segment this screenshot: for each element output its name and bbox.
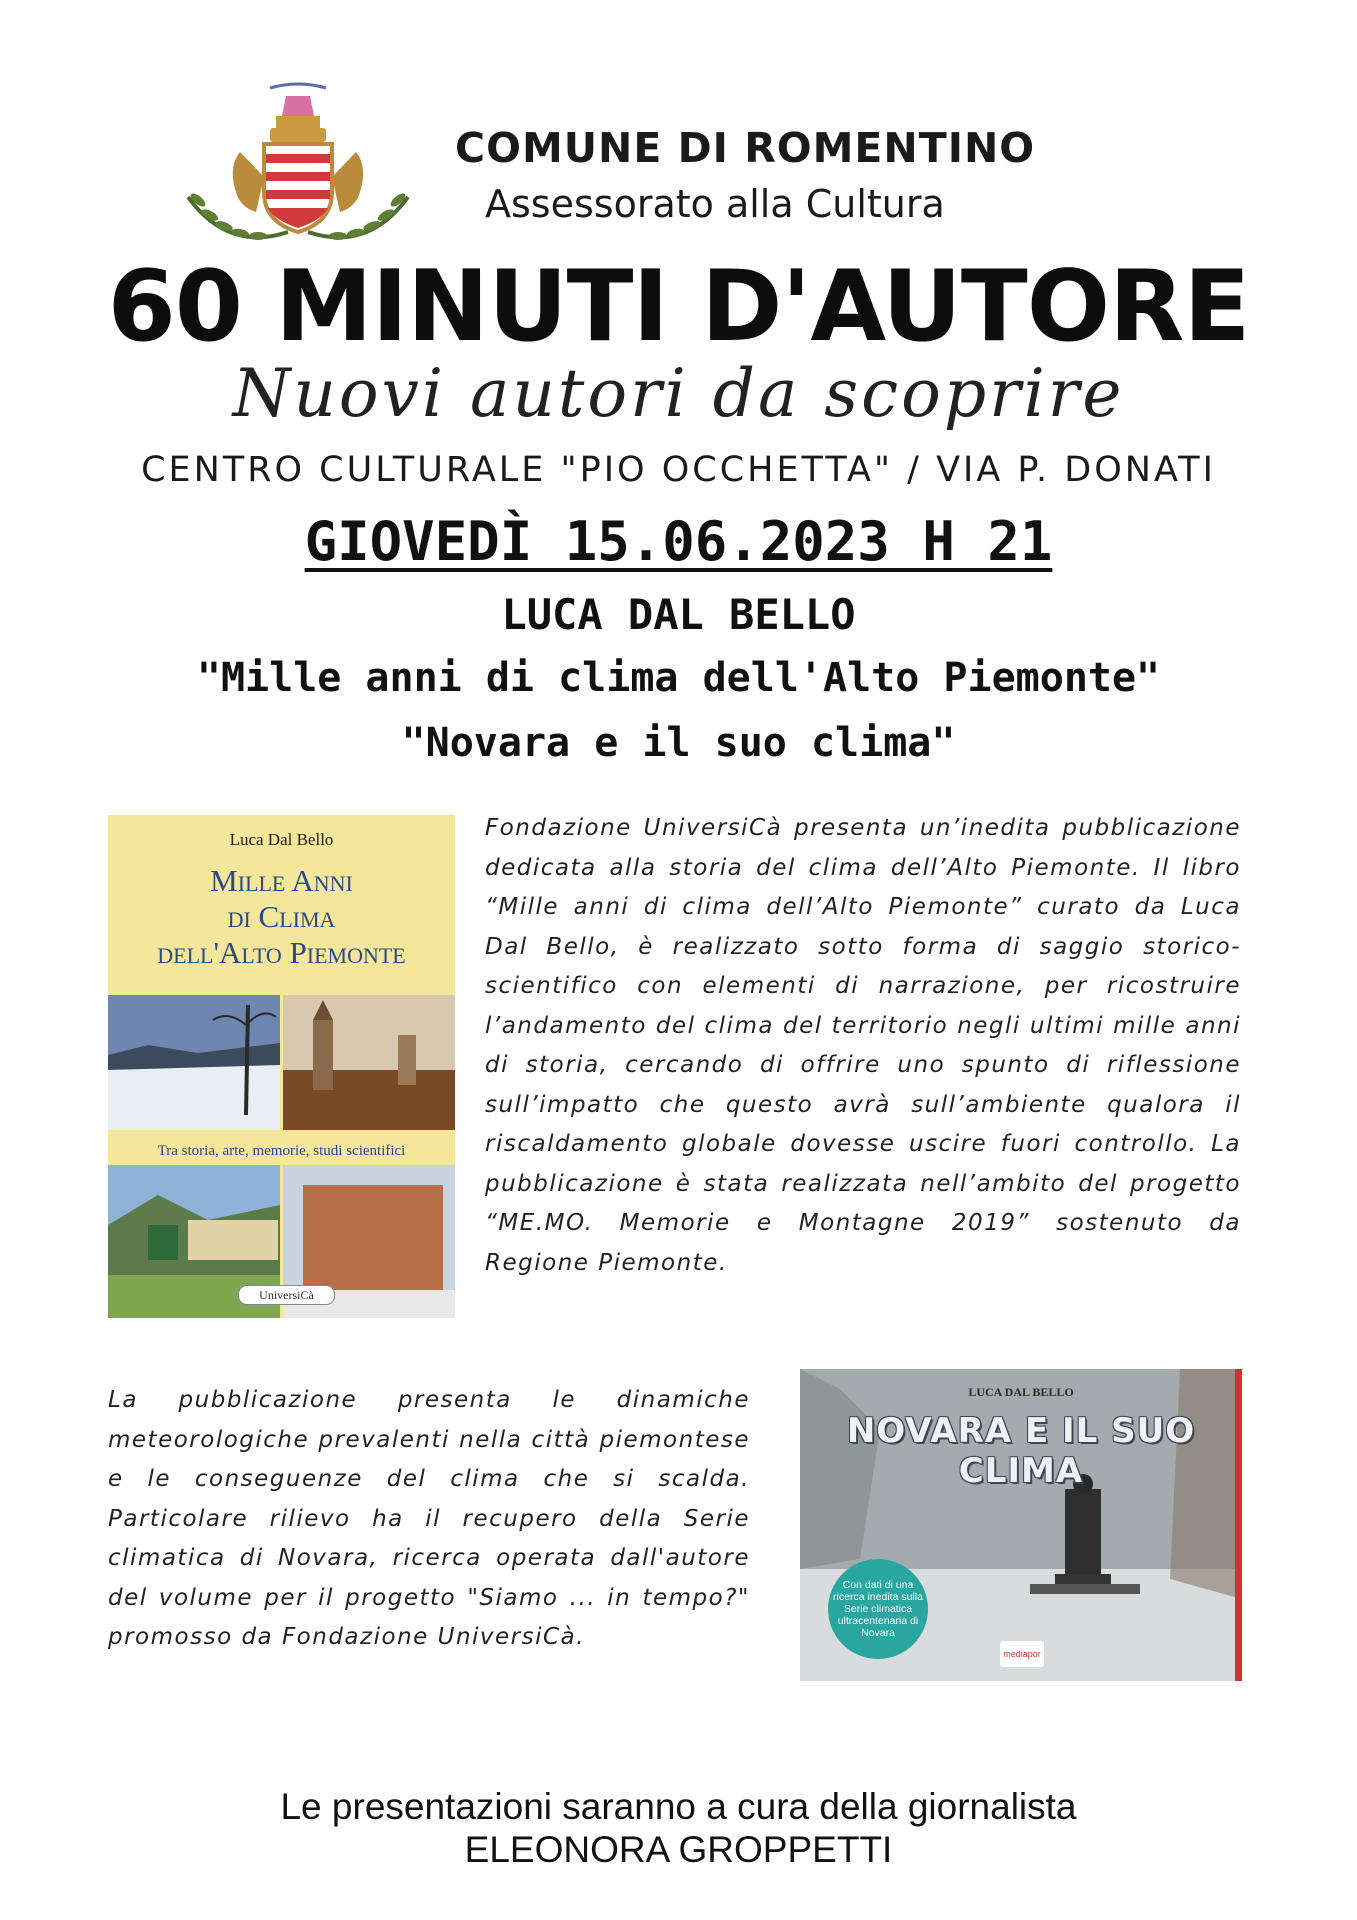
cover2-badge-text: Con dati di una ricerca inedita sulla Serie climatica ultracentenaria di Novara <box>833 1579 923 1639</box>
book-cover-mille-anni <box>108 815 455 1318</box>
coat-of-arms-icon <box>178 82 418 247</box>
cover1-title-line2: di Clima <box>227 899 336 934</box>
footer-presenter-intro: Le presentazioni saranno a cura della giornalista <box>280 1786 1077 1827</box>
book1-description: Fondazione UniversiCà presenta un’inedita pubblicazione dedicata alla storia del clima dell’Alto Piemonte. Il libro “Mille anni di clima dell’Alto Piemonte” curato da Luca Dal Bello, è realizzato sotto forma di saggio storico-scientifico con elementi di narrazione, per ricostruire l’andamento del clima del territorio negli ultimi mille anni di storia, cercando di offrire uno spunto di riflessione sull’impatto che questo avrà sull’ambiente qualora il riscaldamento globale dovesse uscire fuori controllo. La pubblicazione è stata realizzata nell’ambito del progetto “ME.MO. Memorie e Montagne 2019” sostenuto da Regione Piemonte. <box>485 815 1241 1276</box>
cover1-title-line1: Mille Anni <box>210 863 353 898</box>
cover2-publisher: mediapor <box>1000 1641 1044 1667</box>
book2-title: "Novara e il suo clima" <box>401 720 956 766</box>
municipality-name: COMUNE DI ROMENTINO <box>455 124 1036 172</box>
book-cover-novara <box>800 1369 1242 1681</box>
cover1-author: Luca Dal Bello <box>229 830 334 849</box>
event-venue: CENTRO CULTURALE "PIO OCCHETTA" / VIA P. DONATI <box>141 450 1216 490</box>
book2-description: La pubblicazione presenta le dinamiche meteorologiche prevalenti nella città piemontese e le conseguenze del clima che si scalda. Particolare rilievo ha il recupero della Serie climatica di Novara, ricerca operata dall'autore del volume per il progetto "Siamo ... in tempo?" promosso da Fondazione UniversiCà. <box>108 1387 750 1650</box>
event-author: LUCA DAL BELLO <box>501 590 856 639</box>
event-datetime <box>0 510 1357 573</box>
cover2-title: NOVARA E IL SUO CLIMA <box>846 1411 1196 1491</box>
event-title: 60 MINUTI D'AUTORE <box>107 250 1250 364</box>
footer-presenter-name: ELEONORA GROPPETTI <box>464 1829 893 1870</box>
cover1-photo-top <box>108 995 455 1130</box>
cover2-author: LUCA DAL BELLO <box>968 1385 1074 1399</box>
cover2-badge <box>828 1559 928 1659</box>
book1-title: "Mille anni di clima dell'Alto Piemonte" <box>196 655 1161 701</box>
event-datetime-text: GIOVEDÌ 15.06.2023 H 21 <box>304 510 1053 573</box>
event-subtitle: Nuovi autori da scoprire <box>232 355 1125 432</box>
cover1-publisher: UniversiCà <box>238 1285 335 1305</box>
cover1-title-line3: dell'Alto Piemonte <box>157 935 406 970</box>
cover1-subtitle: Tra storia, arte, memorie, studi scientifici <box>157 1143 406 1159</box>
department-name: Assessorato alla Cultura <box>485 182 945 226</box>
